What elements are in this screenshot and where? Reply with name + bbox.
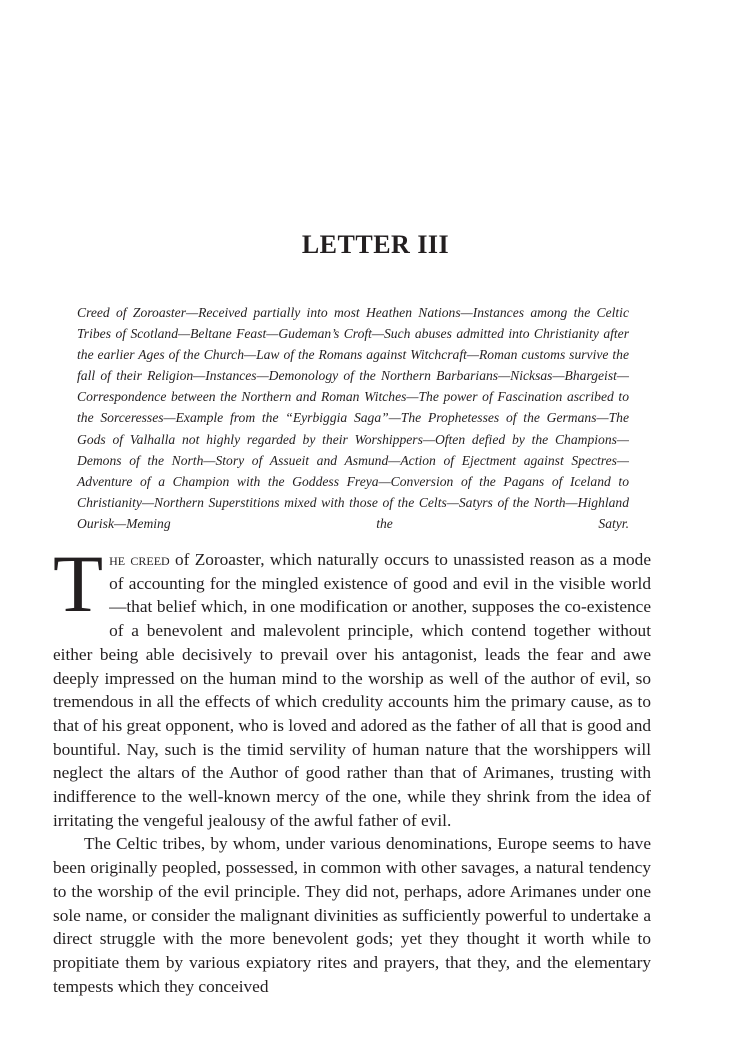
small-caps-lead: he creed [109, 550, 170, 569]
chapter-title: LETTER III [301, 230, 450, 259]
body-text [53, 538, 651, 998]
chapter-summary: Creed of Zoroaster—Received partially into most Heathen Nations—Instances among the Celtic Tribes of Scotland—Beltane Feast—Gudeman’s Croft—Such abuses admitted into Christianity after the earlier Ages of the Church—Law of the Romans against Witchcraft—Roman customs survive the fall of their Religion—Instances—Demonology of the Northern Barbarians—Nicksas—Bhargeist—Correspondence between the Northern and Roman Witches—The power of Fascination ascribed to the Sorceresses—Example from the “Eyrbiggia Saga”—The Prophetesses of the Germans—The Gods of Valhalla not highly regarded by their Worshippers—Often defied by the Champions—Demons of the North—Story of Assueit and Asmund—Action of Ejectment against Spectres—Adventure of a Champion with the Goddess Freya—Conversion of the Pagans of Iceland to Christianity—Northern Superstitions mixed with those of the Celts—Satyrs of the North—Highland Ourisk—Meming the Satyr. [77, 305, 629, 531]
paragraph-1-text: of Zoroaster, which naturally occurs to unassisted reason as a mode of accounting for the mingled existence of good and evil in the visible world—that belief which, in one modification or another, supposes the co-existence of a benevolent and malevolent principle, which contend together without either being able decisively to prevail over his antagonist, leads the fear and awe deeply impressed on the human mind to the worship as well of the author of evil, so tremendous in all the effects of which credulity accounts him the primary cause, as to that of his great opponent, who is loved and adored as the father of all that is good and bountiful. Nay, such is the timid servility of human nature that the worshippers will neglect the altars of the Author of good rather than that of Arimanes, trusting with indifference to the well-known mercy of the one, while they shrink from the idea of irritating the vengeful jealousy of the awful father of evil. [53, 550, 651, 830]
paragraph-1 [53, 538, 651, 832]
paragraph-2: The Celtic tribes, by whom, under various denominations, Europe seems to have been originally peopled, possessed, in common with other savages, a natural tendency to the worship of the evil principle. They did not, perhaps, adore Arimanes under one sole name, or consider the malignant divinities as sufficiently powerful to undertake a direct struggle with the more benevolent gods; yet they thought it worth while to propitiate them by various expiatory rites and prayers, that they, and the elementary tempests which they conceived [53, 834, 651, 996]
drop-cap: T [53, 538, 104, 629]
